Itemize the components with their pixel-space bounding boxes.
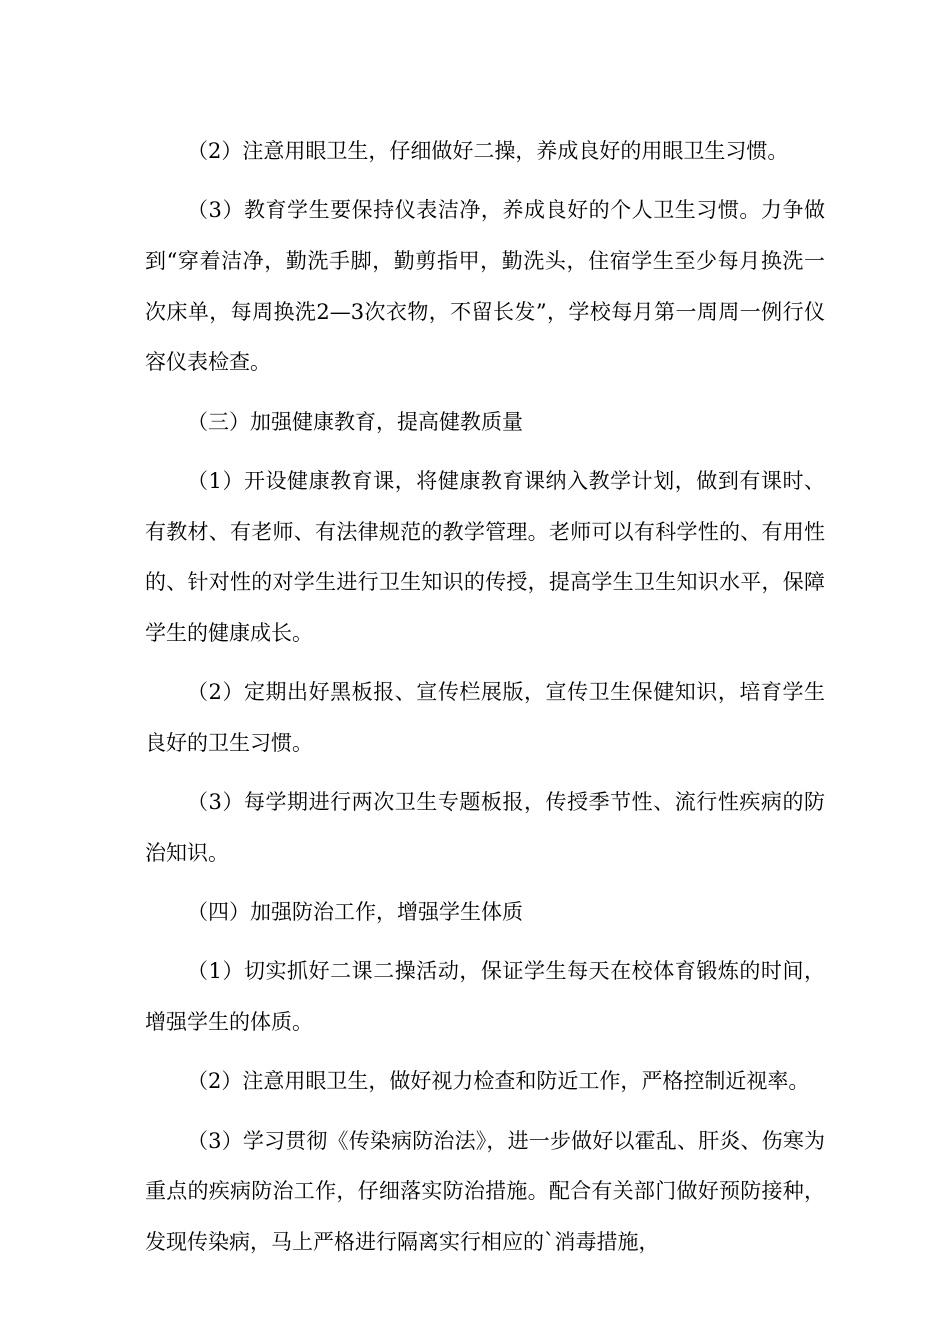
paragraph-blackboard: （2）定期出好黑板报、宣传栏展版，宣传卫生保健知识，培育学生良好的卫生习惯。 (145, 680, 825, 755)
section-heading-health-education: （三）加强健康教育，提高健教质量 (187, 409, 523, 434)
section-heading-prevention: （四）加强防治工作，增强学生体质 (187, 900, 523, 925)
document-page (145, 126, 825, 1276)
paragraph-vision-check: （2）注意用眼卫生，做好视力检查和防近工作，严格控制近视率。 (187, 1069, 810, 1094)
paragraph-infectious-disease: （3）学习贯彻《传染病防治法》，进一步做好以霍乱、肝炎、伤寒为重点的疾病防治工作，仔细落实防治措施。配合有关部门做好预防接种，发现传染病，马上严格进行隔离实行相应的`消毒措施， (145, 1128, 825, 1255)
paragraph-health-course: （1）开设健康教育课，将健康教育课纳入教学计划，做到有课时、有教材、有老师、有法律规范的教学管理。老师可以有科学性的、有用性的、针对性的对学生进行卫生知识的传授，提高学生卫生知识水平，保障学生的健康成长。 (145, 468, 825, 645)
paragraph-personal-hygiene: （3）教育学生要保持仪表洁净，养成良好的个人卫生习惯。力争做到“穿着洁净，勤洗手脚，勤剪指甲，勤洗头，住宿学生至少每月换洗一次床单，每周换洗2—3次衣物，不留长发”，学校每月第一周周一例行仪容仪表检查。 (145, 198, 825, 375)
paragraph-physical-exercise: （1）切实抓好二课二操活动，保证学生每天在校体育锻炼的时间，增强学生的体质。 (145, 959, 825, 1035)
paragraph-eye-hygiene: （2）注意用眼卫生，仔细做好二操，养成良好的用眼卫生习惯。 (187, 139, 789, 163)
paragraph-seasonal-disease: （3）每学期进行两次卫生专题板报，传授季节性、流行性疾病的防治知识。 (145, 790, 825, 865)
